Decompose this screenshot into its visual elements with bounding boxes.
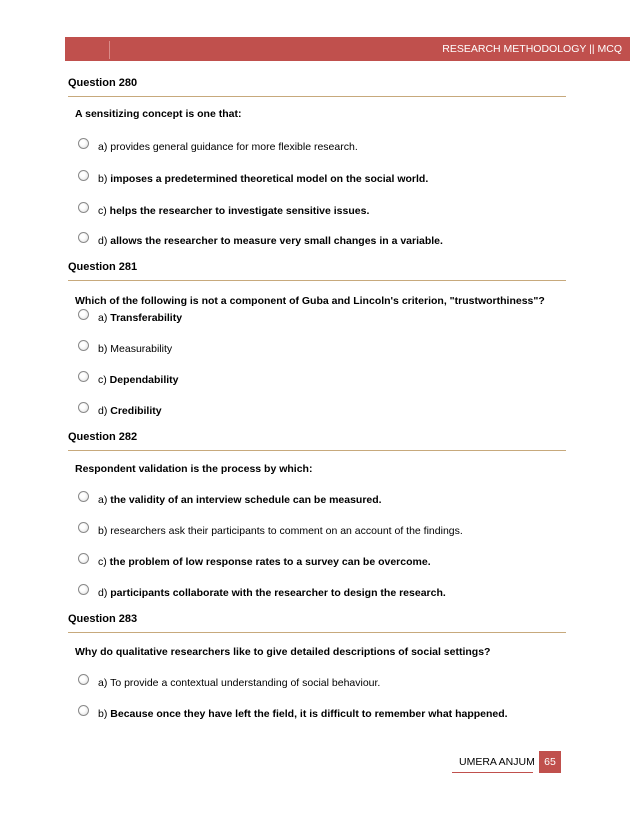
radio-button-icon[interactable]: [78, 170, 89, 181]
option-text: d) allows the researcher to measure very small changes in a variable.: [98, 235, 443, 247]
option-text: b) Measurability: [98, 343, 173, 355]
option-text: d) participants collaborate with the researcher to design the research.: [98, 587, 446, 599]
option-text: b) researchers ask their participants to comment on an account of the findings.: [98, 525, 463, 537]
header-title: RESEARCH METHODOLOGY || MCQ: [442, 43, 622, 55]
footer-rule: [452, 772, 533, 773]
question-prompt: Respondent validation is the process by which:: [75, 463, 313, 475]
question-number: Question 283: [68, 613, 138, 625]
radio-button-icon[interactable]: [78, 584, 89, 595]
option-text: c) helps the researcher to investigate sensitive issues.: [98, 205, 370, 217]
option-text: a) Transferability: [98, 312, 183, 324]
question-281: [68, 261, 568, 417]
radio-button-icon[interactable]: [78, 202, 89, 213]
radio-button-icon[interactable]: [78, 402, 89, 413]
radio-button-icon[interactable]: [78, 232, 89, 243]
question-number: Question 282: [68, 431, 138, 443]
option-text: b) Because once they have left the field, it is difficult to remember what happened.: [98, 708, 508, 720]
radio-button-icon[interactable]: [78, 138, 89, 149]
option-d[interactable]: [78, 587, 558, 601]
page-header: [65, 37, 630, 61]
option-text: c) Dependability: [98, 374, 179, 386]
radio-button-icon[interactable]: [78, 522, 89, 533]
option-a[interactable]: [78, 494, 558, 508]
option-a[interactable]: [78, 312, 558, 326]
option-text: a) the validity of an interview schedule can be measured.: [98, 494, 382, 506]
question-283: [68, 613, 568, 720]
option-c[interactable]: [78, 374, 558, 388]
question-280: [68, 77, 568, 247]
question-rule: [68, 632, 566, 633]
option-text: a) provides general guidance for more flexible research.: [98, 141, 358, 153]
option-c[interactable]: [78, 556, 558, 570]
radio-button-icon[interactable]: [78, 371, 89, 382]
page-number-badge: [539, 751, 561, 773]
footer-author: UMERA ANJUM: [459, 756, 535, 768]
option-text: a) To provide a contextual understanding of social behaviour.: [98, 677, 381, 689]
option-text: c) the problem of low response rates to a survey can be overcome.: [98, 556, 431, 568]
question-rule: [68, 450, 566, 451]
header-divider: [109, 41, 110, 59]
option-a[interactable]: [78, 677, 558, 691]
question-prompt: Why do qualitative researchers like to give detailed descriptions of social settings?: [75, 646, 491, 658]
radio-button-icon[interactable]: [78, 674, 89, 685]
option-d[interactable]: [78, 405, 558, 419]
question-rule: [68, 280, 566, 281]
option-a[interactable]: [78, 141, 558, 155]
option-b[interactable]: [78, 525, 558, 539]
question-number: Question 280: [68, 77, 138, 89]
page-number: 65: [544, 756, 556, 768]
radio-button-icon[interactable]: [78, 309, 89, 320]
question-prompt: Which of the following is not a component of Guba and Lincoln's criterion, "trustworthiness"?: [75, 295, 545, 307]
radio-button-icon[interactable]: [78, 491, 89, 502]
option-c[interactable]: [78, 205, 558, 219]
question-prompt: A sensitizing concept is one that:: [75, 108, 242, 120]
option-text: d) Credibility: [98, 405, 162, 417]
radio-button-icon[interactable]: [78, 340, 89, 351]
radio-button-icon[interactable]: [78, 553, 89, 564]
question-rule: [68, 96, 566, 97]
option-text: b) imposes a predetermined theoretical model on the social world.: [98, 173, 429, 185]
radio-button-icon[interactable]: [78, 705, 89, 716]
question-number: Question 281: [68, 261, 138, 273]
option-b[interactable]: [78, 708, 558, 722]
option-b[interactable]: [78, 173, 558, 187]
option-d[interactable]: [78, 235, 558, 249]
question-282: [68, 431, 568, 599]
option-b[interactable]: [78, 343, 558, 357]
